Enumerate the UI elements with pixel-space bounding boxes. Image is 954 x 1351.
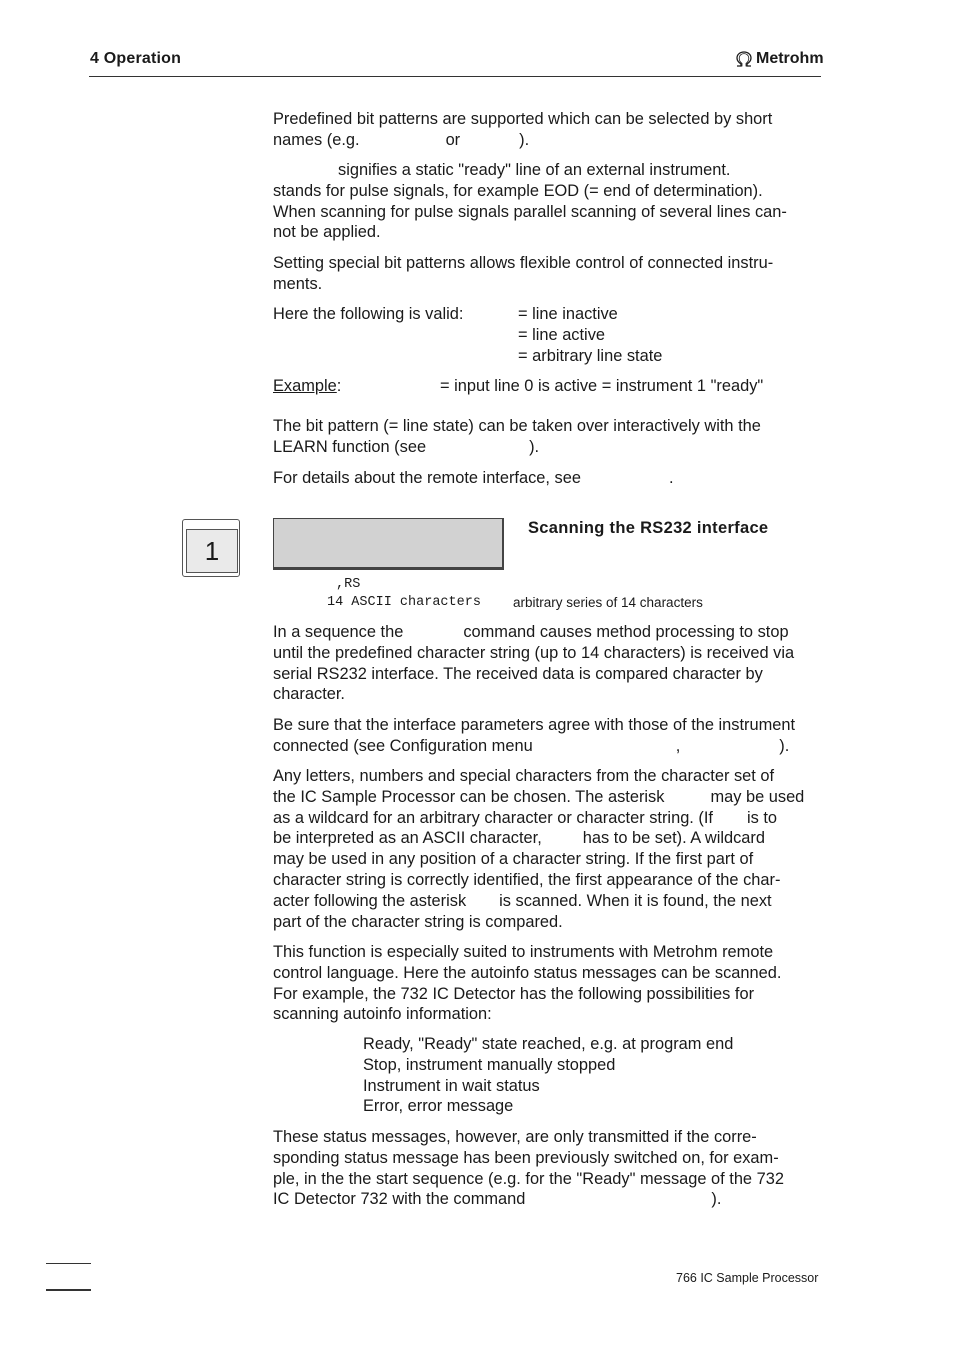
text-line: The bit pattern (= line state) can be taken over interactively with the xyxy=(273,417,761,435)
text-fragment: For details about the remote interface, see xyxy=(273,469,581,487)
text-line: Be sure that the interface parameters agree with those of the instrument xyxy=(273,716,796,734)
text-line xyxy=(273,828,823,849)
footer-rule-bottom xyxy=(46,1289,91,1291)
paragraph-e xyxy=(273,1127,823,1210)
text-fragment: may be used xyxy=(710,787,805,806)
syntax-line-1: ,RS xyxy=(336,577,361,592)
text-fragment: ). xyxy=(711,1190,722,1209)
state-item: = line active xyxy=(518,325,606,344)
example-text: = input line 0 is active = instrument 1 "ready" xyxy=(440,377,764,395)
logo-text: Metrohm xyxy=(756,50,824,67)
running-header-section: 4 Operation xyxy=(90,50,182,67)
footer-rule-top xyxy=(46,1263,91,1264)
syntax-line-2: 14 ASCII characters xyxy=(327,595,481,610)
text-line: Predefined bit patterns are supported which can be selected by short xyxy=(273,110,773,128)
text-line xyxy=(273,736,823,757)
text-fragment: be interpreted as an ASCII character, xyxy=(273,829,542,848)
text-fragment: acter following the asterisk xyxy=(273,891,467,910)
state-item: = arbitrary line state xyxy=(518,346,663,365)
syntax-description: arbitrary series of 14 characters xyxy=(513,595,703,610)
text-line: Setting special bit patterns allows flexible control of connected instru- xyxy=(273,254,774,272)
text-line: not be applied. xyxy=(273,223,381,242)
keypad-key xyxy=(182,519,240,577)
status-item: Ready, "Ready" state reached, e.g. at program end xyxy=(363,1035,734,1053)
text-fragment: is to xyxy=(746,808,778,827)
text-line: This function is especially suited to instruments with Metrohm remote xyxy=(273,943,774,961)
metrohm-logo xyxy=(734,50,824,68)
state-item: = line inactive xyxy=(518,305,618,323)
text-line xyxy=(273,468,823,489)
key-label: 1 xyxy=(186,529,238,573)
status-item: Stop, instrument manually stopped xyxy=(363,1055,616,1074)
text-fragment: ). xyxy=(779,736,790,755)
text-line xyxy=(273,808,823,829)
text-line: stands for pulse signals, for example EOD (= end of determination). xyxy=(273,181,763,200)
display-box xyxy=(273,518,504,570)
text-fragment: LEARN function (see xyxy=(273,437,427,456)
valid-label: Here the following is valid: xyxy=(273,305,464,323)
text-fragment: ). xyxy=(519,130,530,149)
intro-paragraph-3 xyxy=(273,253,823,295)
text-line xyxy=(273,787,823,808)
text-line: For example, the 732 IC Detector has the following possibilities for xyxy=(273,984,755,1003)
paragraph-d xyxy=(273,942,823,1025)
status-item: Error, error message xyxy=(363,1097,514,1116)
text-fragment: or xyxy=(445,130,461,149)
text-line: character. xyxy=(273,685,345,704)
text-line: may be used in any position of a character string. If the first part of xyxy=(273,850,754,869)
intro-paragraph-2 xyxy=(273,160,823,243)
text-line: ments. xyxy=(273,274,323,293)
text-fragment: names (e.g. xyxy=(273,130,360,149)
text-fragment: ). xyxy=(529,437,540,456)
line-states-list xyxy=(518,304,818,366)
status-item: Instrument in wait status xyxy=(363,1076,540,1095)
header-rule xyxy=(89,76,821,77)
text-line: ple, in the the start sequence (e.g. for the "Ready" message of the 732 xyxy=(273,1169,784,1188)
text-line xyxy=(273,622,823,643)
text-line xyxy=(273,1189,823,1210)
intro-paragraph-4 xyxy=(273,416,823,458)
text-fragment: has to be set). A wildcard xyxy=(582,829,765,848)
section-title: Scanning the RS232 interface xyxy=(528,519,769,537)
text-fragment: IC Detector 732 with the command xyxy=(273,1190,526,1209)
text-fragment: . xyxy=(668,469,674,487)
text-fragment: command causes method processing to stop xyxy=(463,623,789,641)
paragraph-b xyxy=(273,715,823,757)
text-line: When scanning for pulse signals parallel scanning of several lines can- xyxy=(273,202,787,221)
example-label: Example xyxy=(273,377,337,395)
text-line xyxy=(273,891,823,912)
text-line: until the predefined character string (up to 14 characters) is received via xyxy=(273,643,795,662)
example-colon: : xyxy=(336,377,342,395)
paragraph-c xyxy=(273,766,823,932)
intro-paragraph-5 xyxy=(273,468,823,489)
text-line: control language. Here the autoinfo status messages can be scanned. xyxy=(273,963,782,982)
text-fragment: In a sequence the xyxy=(273,623,404,641)
text-line: scanning autoinfo information: xyxy=(273,1005,492,1024)
text-line: sponding status message has been previously switched on, for exam- xyxy=(273,1148,779,1167)
footer-product: 766 IC Sample Processor xyxy=(676,1271,819,1285)
text-line: part of the character string is compared. xyxy=(273,912,563,931)
text-line xyxy=(273,437,823,458)
text-fragment: , xyxy=(675,736,681,755)
text-fragment: is scanned. When it is found, the next xyxy=(499,891,772,910)
text-line xyxy=(273,130,823,151)
text-line: character string is correctly identified, the first appearance of the char- xyxy=(273,870,781,889)
text-line: Any letters, numbers and special characters from the character set of xyxy=(273,767,775,785)
text-line: signifies a static "ready" line of an external instrument. xyxy=(338,161,731,179)
text-fragment: the IC Sample Processor can be chosen. The asterisk xyxy=(273,787,665,806)
text-line: serial RS232 interface. The received data is compared character by xyxy=(273,664,763,683)
paragraph-a xyxy=(273,622,823,705)
intro-paragraph-1 xyxy=(273,109,823,151)
text-fragment: as a wildcard for an arbitrary character or character string. (If xyxy=(273,808,713,827)
omega-logo-icon xyxy=(734,51,754,67)
text-line: These status messages, however, are only transmitted if the corre- xyxy=(273,1128,757,1146)
status-list xyxy=(363,1034,823,1117)
text-fragment: connected (see Configuration menu xyxy=(273,736,533,755)
